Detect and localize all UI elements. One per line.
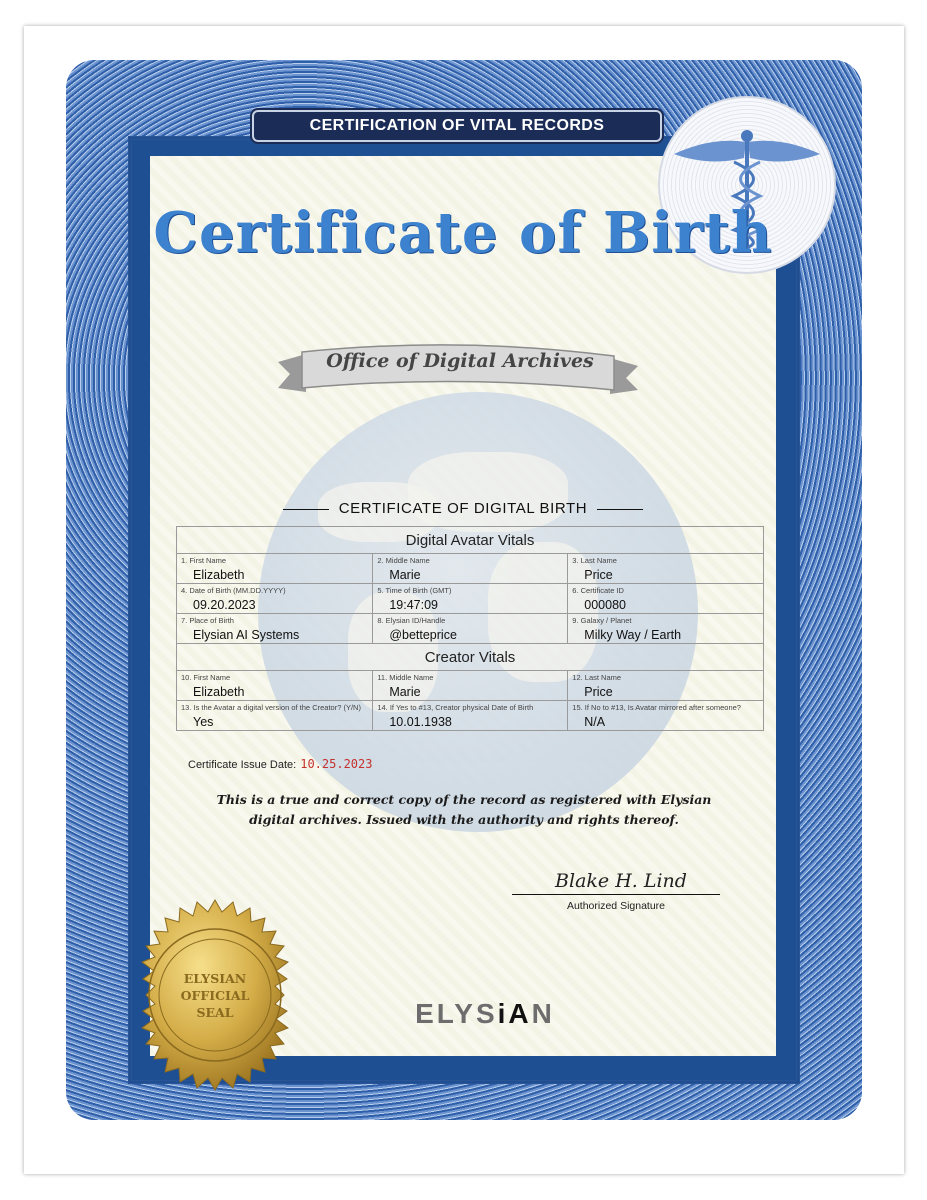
signature-caption: Authorized Signature [566,900,666,912]
vital-records-banner: CERTIFICATION OF VITAL RECORDS [252,110,662,142]
field-certificate-id: 6. Certificate ID 000080 [568,584,764,614]
field-creator-first-name: 10. First Name Elizabeth [177,671,373,701]
table-row [177,614,764,644]
signature-line [512,894,720,895]
field-elysian-handle: 8. Elysian ID/Handle @betteprice [373,614,568,644]
field-digital-version: 13. Is the Avatar a digital version of the Creator? (Y/N) Yes [177,701,373,731]
field-date-of-birth: 4. Date of Birth (MM.DD.YYYY) 09.20.2023 [177,584,373,614]
table-row [177,701,764,731]
field-last-name: 3. Last Name Price [568,554,764,584]
elysian-logo: ELYSiAN [415,998,555,1029]
field-time-of-birth: 5. Time of Birth (GMT) 19:47:09 [373,584,568,614]
field-place-of-birth: 7. Place of Birth Elysian AI Systems [177,614,373,644]
avatar-vitals-heading: Digital Avatar Vitals [177,527,764,554]
issue-date-value: 10.25.2023 [300,757,373,771]
field-first-name: 1. First Name Elizabeth [177,554,373,584]
table-row [177,584,764,614]
field-galaxy-planet: 9. Galaxy / Planet Milky Way / Earth [568,614,764,644]
attestation-text: This is a true and correct copy of the record as registered with Elysian digital archives. Issued with the authority and rights thereof. [216,792,712,827]
seal-text: ELYSIAN OFFICIAL SEAL [180,971,250,1020]
field-mirrored: 15. If No to #13, Is Avatar mirrored after someone? N/A [568,701,764,731]
certificate-title: Certificate of Birth [153,200,773,266]
table-row [177,671,764,701]
ribbon-text: Office of Digital Archives [326,350,594,372]
creator-vitals-heading: Creator Vitals [177,644,764,671]
signature: Blake H. Lind [555,870,687,892]
issue-date [188,757,372,771]
field-creator-last-name: 12. Last Name Price [568,671,764,701]
field-creator-dob: 14. If Yes to #13, Creator physical Date of Birth 10.01.1938 [373,701,568,731]
table-row [177,554,764,584]
vitals-table [176,526,764,731]
section-heading: CERTIFICATE OF DIGITAL BIRTH [150,500,776,517]
field-creator-middle-name: 11. Middle Name Marie [373,671,568,701]
issue-date-label: Certificate Issue Date: [188,759,297,771]
field-middle-name: 2. Middle Name Marie [373,554,568,584]
